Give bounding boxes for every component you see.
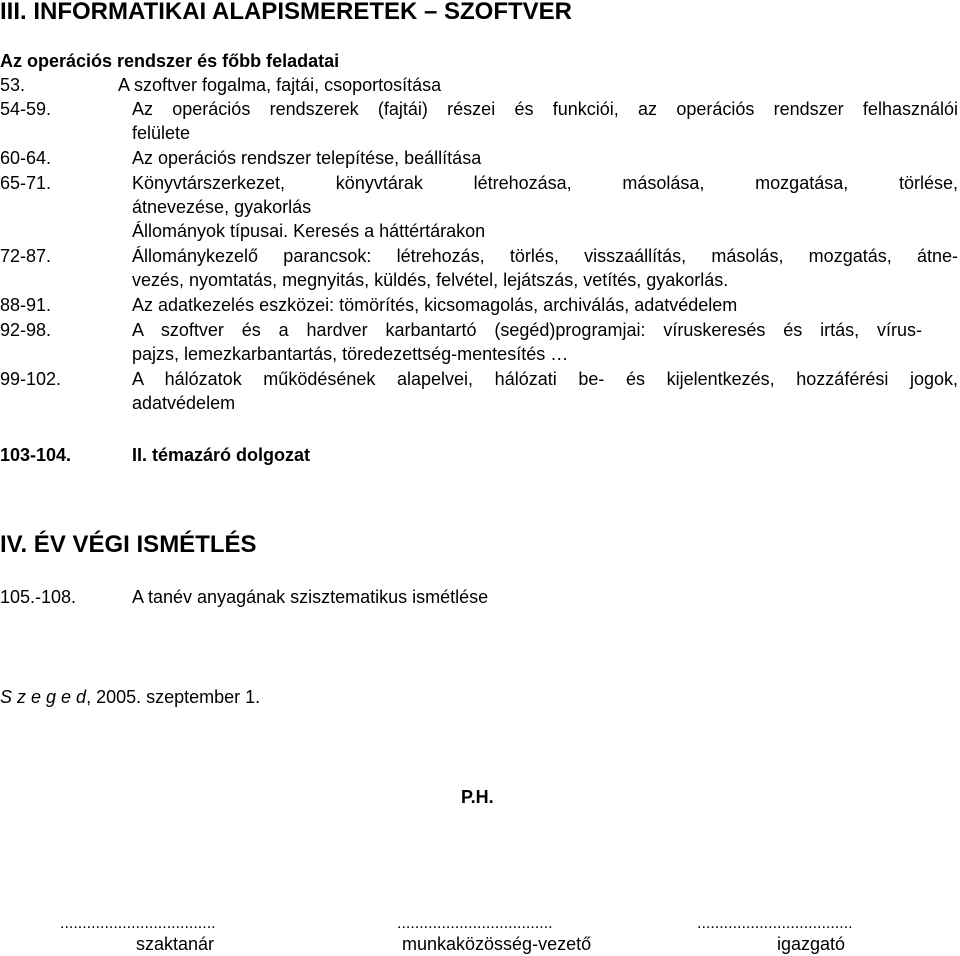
item-number: 60-64. <box>0 148 52 168</box>
item-number: 65-71. <box>0 173 52 193</box>
item-number: 105.-108. <box>0 587 77 607</box>
item-line: Az adatkezelés eszközei: tömörítés, kicsomagolás, archiválás, adatvédelem <box>132 295 738 315</box>
item-line: felülete <box>132 123 191 143</box>
item-number: 92-98. <box>0 320 52 340</box>
item-line: Könyvtárszerkezet, könyvtárak létrehozása, másolása, mozgatása, törlése, <box>132 173 958 193</box>
item-line: Állományok típusai. Keresés a háttértárakon <box>132 221 486 241</box>
section-title: IV. ÉV VÉGI ISMÉTLÉS <box>0 531 257 558</box>
date: , 2005. szeptember 1. <box>86 687 261 707</box>
signature-line-teacher: ................................... <box>60 915 216 932</box>
signature-line-head: ................................... <box>397 915 553 932</box>
item-number: 99-102. <box>0 369 62 389</box>
item-line: A tanév anyagának szisztematikus ismétlése <box>132 587 489 607</box>
signature-label-teacher: szaktanár <box>136 934 215 954</box>
item-number: 54-59. <box>0 99 52 119</box>
item-line: vezés, nyomtatás, megnyitás, küldés, felvétel, lejátszás, vetítés, gyakorlás. <box>132 270 729 290</box>
item-line: A hálózatok működésének alapelvei, hálózati be- és kijelentkezés, hozzáférési jogok, <box>132 369 958 389</box>
item-line: Az operációs rendszer telepítése, beállítása <box>132 148 482 168</box>
item-number: 88-91. <box>0 295 52 315</box>
signature-line-principal: ................................... <box>697 915 853 932</box>
place-date <box>0 685 260 709</box>
item-line: A szoftver fogalma, fajtái, csoportosítása <box>118 75 442 95</box>
exam-number: 103-104. <box>0 445 72 465</box>
item-line: Állománykezelő parancsok: létrehozás, törlés, visszaállítás, másolás, mozgatás, átne- <box>132 246 958 266</box>
signature-label-head: munkaközösség-vezető <box>402 934 592 954</box>
signature-label-principal: igazgató <box>777 934 846 954</box>
section-subtitle: Az operációs rendszer és főbb feladatai <box>0 51 340 71</box>
item-line: pajzs, lemezkarbantartás, töredezettség-mentesítés … <box>132 344 569 364</box>
item-number: 53. <box>0 75 26 95</box>
item-line: A szoftver és a hardver karbantartó (segéd)programjai: víruskeresés és irtás, vírus- <box>132 320 922 340</box>
item-line: adatvédelem <box>132 393 236 413</box>
section-title: III. INFORMATIKAI ALAPISMERETEK – SZOFTVER <box>0 0 573 25</box>
stamp-label: P.H. <box>461 787 494 807</box>
item-number: 72-87. <box>0 246 52 266</box>
item-line: átnevezése, gyakorlás <box>132 197 312 217</box>
exam-text: II. témazáró dolgozat <box>132 445 311 465</box>
place: S z e g e d <box>0 687 87 707</box>
item-line: Az operációs rendszerek (fajtái) részei és funkciói, az operációs rendszer felhasználói <box>132 99 958 119</box>
